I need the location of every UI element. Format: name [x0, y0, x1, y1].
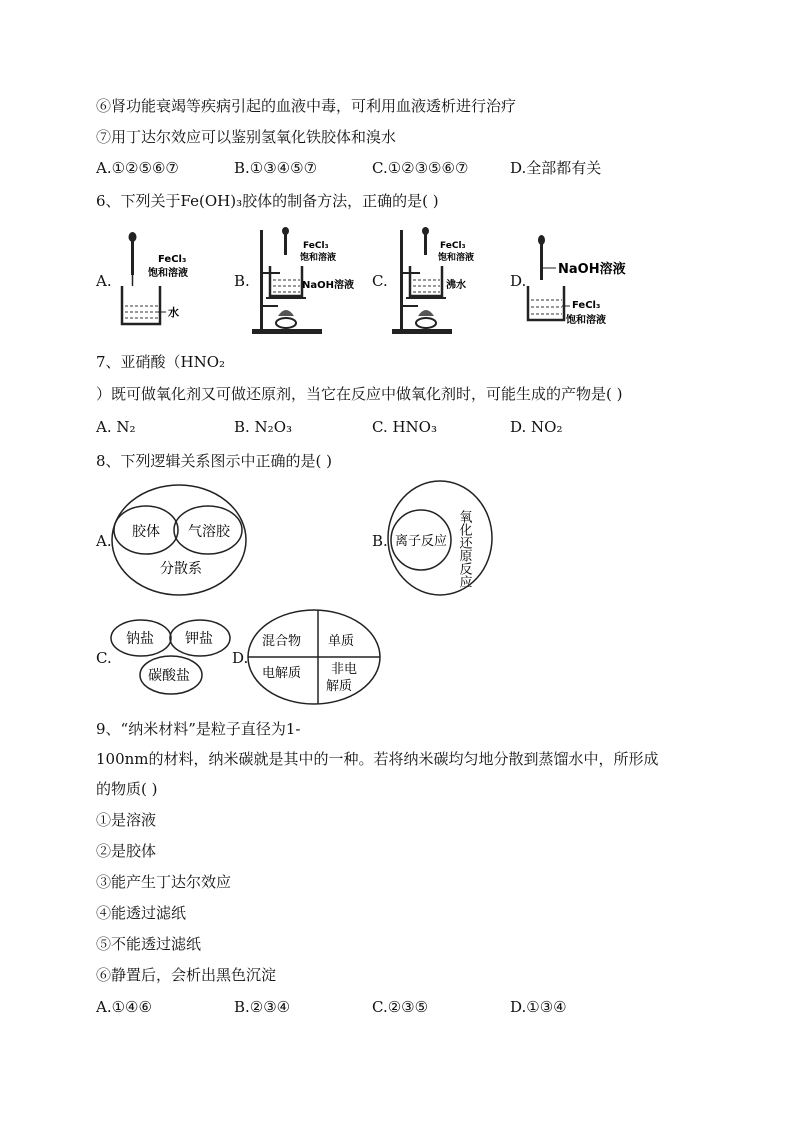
q8-label-d[interactable]: D.: [232, 649, 249, 667]
q8-d-nonelectrolyte-1: 非电: [331, 662, 358, 677]
q6-b-label-top2: 饱和溶液: [300, 253, 337, 263]
q7-option-c[interactable]: C. HNO₃: [372, 418, 437, 436]
q5-option-d[interactable]: D.全部都有关: [510, 159, 602, 177]
statement-6: ⑥肾功能衰竭等疾病引起的血液中毒，可利用血液透析进行治疗: [96, 97, 517, 115]
q9-item-5: ⑤不能透过滤纸: [96, 935, 202, 953]
q8-d-nonelectrolyte-2: 解质: [326, 679, 353, 694]
q8-d-electrolyte: 电解质: [262, 666, 302, 681]
q8-c-potassium: 钾盐: [185, 631, 213, 647]
q9-item-6: ⑥静置后，会析出黑色沉淀: [96, 966, 277, 984]
q9-item-4: ④能透过滤纸: [96, 904, 187, 922]
q8-label-a[interactable]: A.: [96, 532, 112, 550]
q6-a-label-bottom: 水: [168, 306, 179, 319]
q8-d-mixture: 混合物: [262, 634, 302, 649]
q9-item-2: ②是胶体: [96, 842, 157, 860]
q6-d-label-top: NaOH溶液: [558, 262, 626, 277]
q6-stem: 6、下列关于Fe(OH)₃胶体的制备方法，正确的是( ): [96, 192, 439, 210]
q9-item-3: ③能产生丁达尔效应: [96, 873, 232, 891]
q6-label-d[interactable]: D.: [510, 272, 527, 290]
q9-item-1: ①是溶液: [96, 811, 157, 829]
statement-7: ⑦用丁达尔效应可以鉴别氢氧化铁胶体和溴水: [96, 128, 397, 146]
q9-stem-3: 的物质( ): [96, 780, 158, 798]
q9-option-d[interactable]: D.①③④: [510, 998, 567, 1016]
q5-option-a[interactable]: A.①②⑤⑥⑦: [96, 159, 179, 177]
q6-apparatus-a: [108, 228, 208, 333]
q6-a-label-top1: FeCl₃: [158, 254, 187, 265]
q8-diagram-d: [246, 608, 386, 708]
q6-b-label-top1: FeCl₃: [303, 241, 329, 251]
q8-a-colloid: 胶体: [132, 524, 160, 540]
q8-b-ionic: 离子反应: [395, 534, 448, 549]
q6-c-label-top2: 饱和溶液: [438, 253, 475, 263]
q5-option-c[interactable]: C.①②③⑤⑥⑦: [372, 159, 469, 177]
q6-apparatus-c: [388, 226, 488, 338]
q6-label-c[interactable]: C.: [372, 272, 388, 290]
q6-c-label-mid: 沸水: [446, 280, 466, 291]
q8-a-aerosol: 气溶胶: [188, 524, 230, 540]
q9-stem-1: 9、“纳米材料”是粒子直径为1-: [96, 720, 301, 738]
q8-diagram-b: [384, 478, 504, 602]
q8-c-sodium: 钠盐: [126, 631, 154, 647]
q8-label-c[interactable]: C.: [96, 649, 112, 667]
q8-diagram-c: [108, 618, 238, 698]
q8-stem: 8、下列逻辑关系图示中正确的是( ): [96, 452, 333, 470]
q6-apparatus-d: [524, 228, 634, 328]
q8-label-b[interactable]: B.: [372, 532, 388, 550]
q9-stem-2: 100nm的材料，纳米碳就是其中的一种。若将纳米碳均匀地分散到蒸馏水中，所形成: [96, 750, 659, 768]
q6-c-label-top1: FeCl₃: [440, 241, 466, 251]
q9-option-a[interactable]: A.①④⑥: [96, 998, 152, 1016]
q9-option-b[interactable]: B.②③④: [234, 998, 291, 1016]
q7-option-a[interactable]: A. N₂: [96, 418, 136, 436]
q7-stem-1: 7、亚硝酸（HNO₂: [96, 353, 226, 371]
q6-b-label-mid: NaOH溶液: [302, 280, 354, 291]
q7-option-b[interactable]: B. N₂O₃: [234, 418, 293, 436]
q8-d-element: 单质: [328, 634, 355, 649]
q6-label-b[interactable]: B.: [234, 272, 250, 290]
q8-diagram-a: [108, 480, 258, 600]
q8-c-carbonate: 碳酸盐: [148, 668, 190, 684]
q8-a-dispersion: 分散系: [160, 561, 202, 577]
q6-a-label-top2: 饱和溶液: [148, 268, 188, 279]
q6-label-a[interactable]: A.: [96, 272, 112, 290]
q6-d-label-bottom2: 饱和溶液: [566, 315, 606, 326]
q6-d-label-bottom1: FeCl₃: [572, 300, 601, 311]
q5-option-b[interactable]: B.①③④⑤⑦: [234, 159, 318, 177]
q8-b-redox: 氧化还原反应: [456, 510, 472, 588]
q7-stem-2: ）既可做氧化剂又可做还原剂，当它在反应中做氧化剂时，可能生成的产物是( ): [96, 385, 623, 403]
q7-option-d[interactable]: D. NO₂: [510, 418, 563, 436]
q9-option-c[interactable]: C.②③⑤: [372, 998, 429, 1016]
q6-apparatus-b: [248, 226, 368, 338]
